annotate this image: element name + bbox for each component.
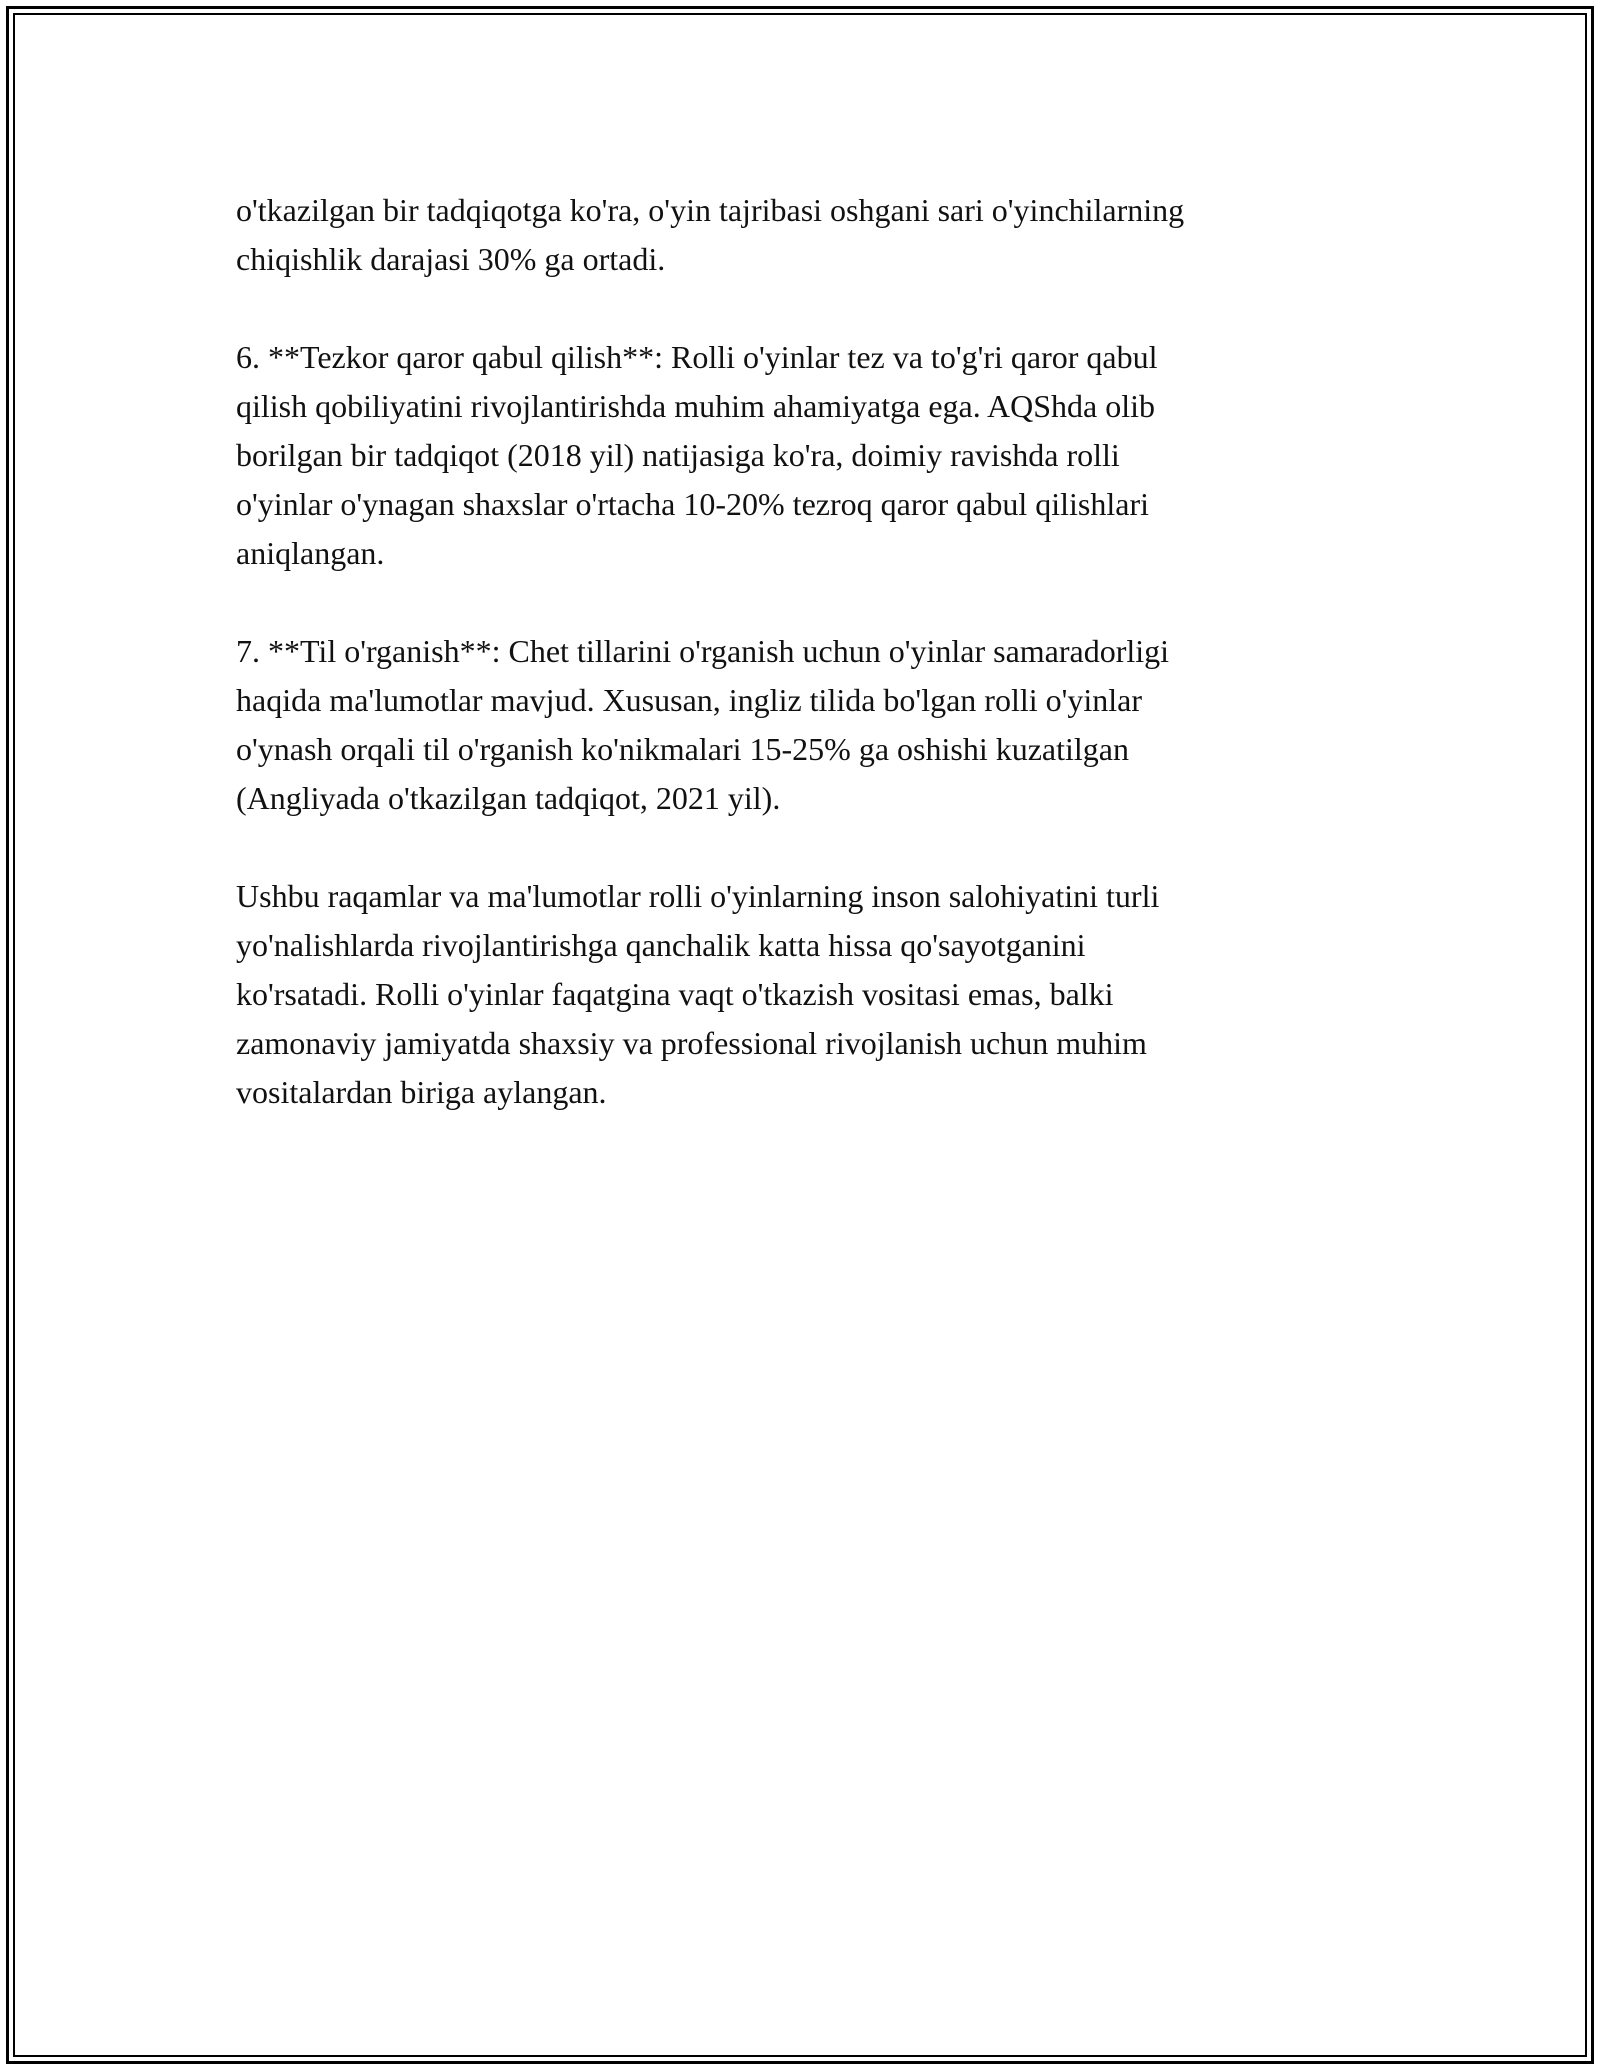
text-line: yo'nalishlarda rivojlantirishga qanchalik katta hissa qo'sayotganini (236, 927, 1086, 963)
text-line: o'ynash orqali til o'rganish ko'nikmalari 15-25% ga oshishi kuzatilgan (236, 731, 1129, 767)
text-line: (Angliyada o'tkazilgan tadqiqot, 2021 yil). (236, 780, 781, 816)
text-line: o'tkazilgan bir tadqiqotga ko'ra, o'yin tajribasi oshgani sari o'yinchilarning (236, 192, 1185, 228)
text-line: haqida ma'lumotlar mavjud. Xususan, ingliz tilida bo'lgan rolli o'yinlar (236, 682, 1143, 718)
text-line: aniqlangan. (236, 535, 385, 571)
paragraph-conclusion (236, 872, 1366, 1117)
text-line: chiqishlik darajasi 30% ga ortadi. (236, 241, 666, 277)
text-line: Ushbu raqamlar va ma'lumotlar rolli o'yinlarning inson salohiyatini turli (236, 878, 1160, 914)
text-line: 6. **Tezkor qaror qabul qilish**: Rolli o'yinlar tez va to'g'ri qaror qabul (236, 339, 1158, 375)
text-line: qilish qobiliyatini rivojlantirishda muhim ahamiyatga ega. AQShda olib (236, 388, 1155, 424)
paragraph-item-7 (236, 627, 1366, 823)
text-line: o'yinlar o'ynagan shaxslar o'rtacha 10-20% tezroq qaror qabul qilishlari (236, 486, 1149, 522)
text-line: vositalardan biriga aylangan. (236, 1074, 607, 1110)
paragraph-continuation (236, 186, 1366, 284)
text-line: 7. **Til o'rganish**: Chet tillarini o'rganish uchun o'yinlar samaradorligi (236, 633, 1170, 669)
text-line: borilgan bir tadqiqot (2018 yil) natijasiga ko'ra, doimiy ravishda rolli (236, 437, 1120, 473)
text-line: ko'rsatadi. Rolli o'yinlar faqatgina vaqt o'tkazish vositasi emas, balki (236, 976, 1114, 1012)
document-body (236, 186, 1366, 1166)
paragraph-item-6 (236, 333, 1366, 578)
text-line: zamonaviy jamiyatda shaxsiy va professional rivojlanish uchun muhim (236, 1025, 1147, 1061)
